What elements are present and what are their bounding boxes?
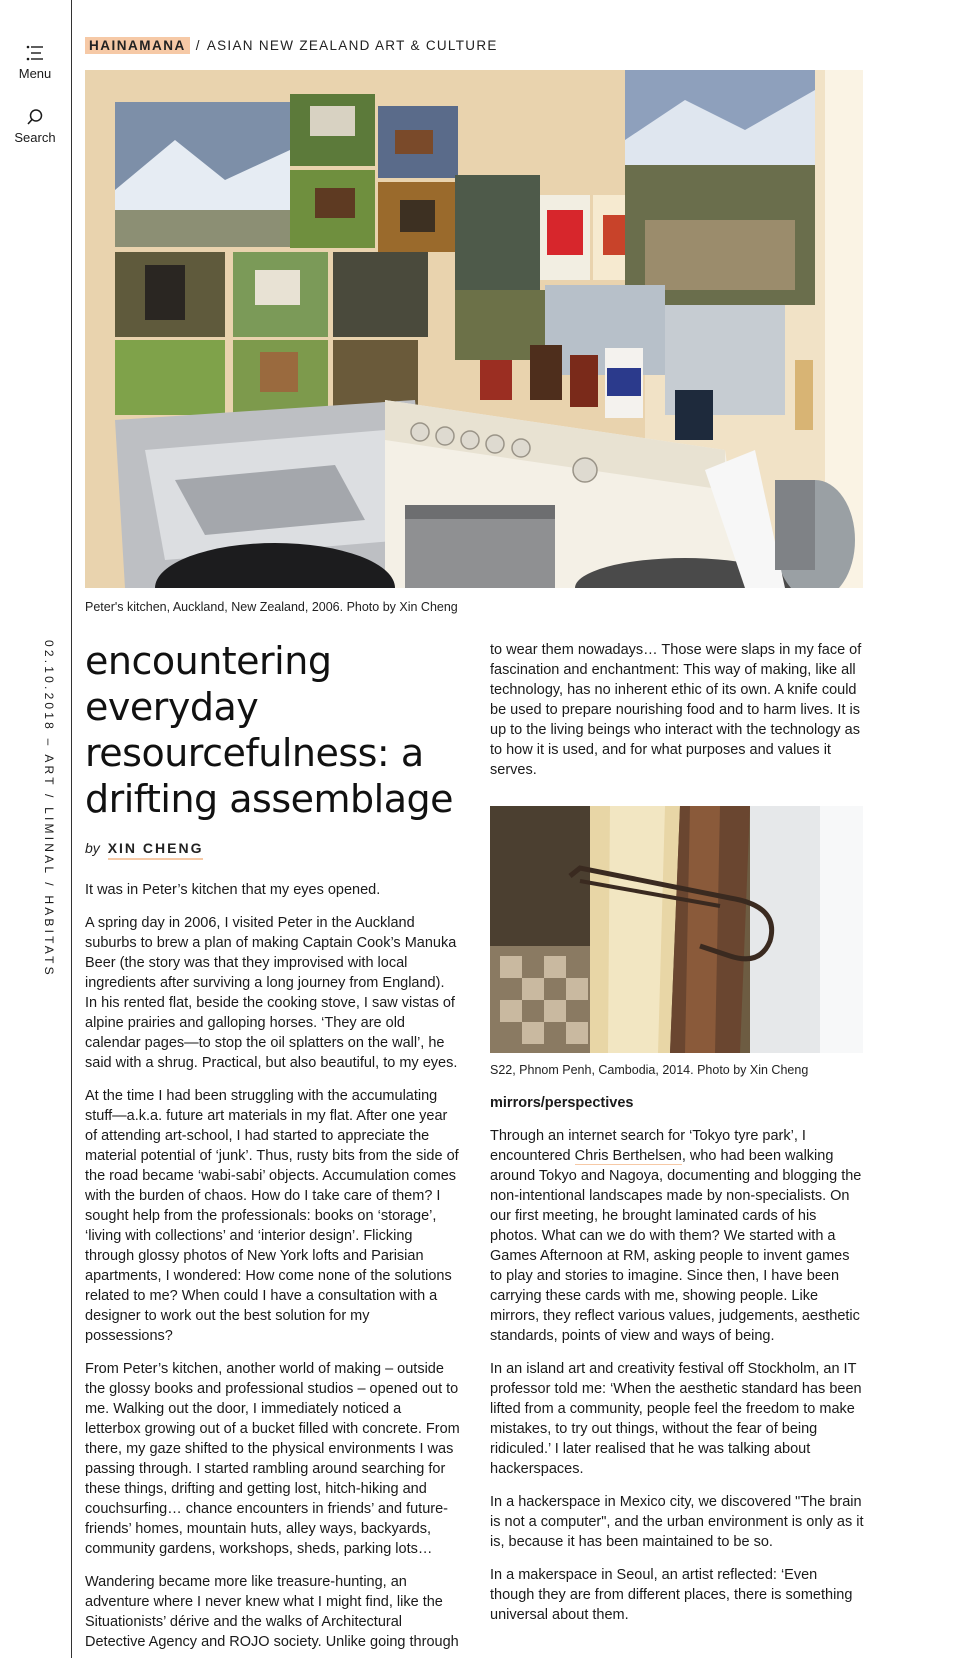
menu-button[interactable]	[0, 44, 70, 81]
article-title: encountering everyday resourcefulness: a drifting assemblage	[85, 639, 453, 821]
article-left-column	[85, 638, 460, 1665]
article-body-left	[85, 880, 460, 1652]
paragraph: At the time I had been struggling with the accumulating stuff—a.k.a. future art materials in my flat. After one year of attending art-school, I had started to appreciate the material potential of ‘junk’. Thus, rusty bits from the side of the road became ‘wabi-sabi’ objects. Accumulation comes with the burden of chaos. How do I take care of them? I sought help from the professionals: books on ‘storage’, ‘living with collections’ and ‘interior design’. Flicking through glossy photos of New York lofts and Parisian apartments, I wondered: How come none of the solutions related to me? When could I have a consultation with a designer to work out the best solution for my possessions?	[85, 1088, 459, 1344]
paragraph: In an island art and creativity festival off Stockholm, an IT professor told me: ‘When the aesthetic standard has been lifted from a community, people feel the freedom to make mistakes, to try out things, without the fear of being ridiculed.’ I later realised that he was talking about hackerspaces.	[490, 1361, 862, 1477]
byline-prefix: by	[85, 840, 100, 856]
chris-berthelsen-link[interactable]: Chris Berthelsen	[574, 1148, 682, 1164]
author-link[interactable]: XIN CHENG	[108, 840, 204, 860]
article-right-column-bottom	[490, 1093, 865, 1638]
paragraph: It was in Peter’s kitchen that my eyes opened.	[85, 882, 381, 898]
paragraph	[490, 1126, 865, 1346]
site-header	[85, 38, 498, 53]
hook-photo	[490, 806, 863, 1053]
search-button[interactable]	[0, 108, 70, 145]
site-section[interactable]: ASIAN NEW ZEALAND ART & CULTURE	[206, 38, 498, 53]
section-subheading: mirrors/perspectives	[490, 1095, 634, 1111]
paragraph: to wear them nowadays… Those were slaps in my face of fascination and enchantment: This way of making, like all technology, has no inherent ethic of its own. A knife could be used to prepare nourishing food and to harm lives. It is up to the living beings who interact with the technology as to how it is used, and for what purposes and values it serves.	[490, 642, 862, 778]
header-separator: /	[195, 38, 201, 53]
article-meta-vertical: 02.10.2018 – ART / LIMINAL / HABITATS	[42, 640, 56, 978]
paragraph: From Peter’s kitchen, another world of making – outside the glossy books and professional studios – opened out to me. Walking out the door, I immediately noticed a letterbox growing out of a bucket filled with concrete. From there, my gaze shifted to the physical environments I was passing through. I started rambling around searching for these things, drifting and getting lost, hitch-hiking and couchsurfing… chance encounters in friends’ and future-friends’ homes, mountain huts, alley ways, backyards, community gardens, workshops, sheds, parking lots…	[85, 1361, 460, 1557]
hero-illustration	[85, 70, 863, 588]
article-right-column-top	[490, 640, 865, 793]
site-brand[interactable]: HAINAMANA	[85, 37, 190, 54]
search-label: Search	[14, 130, 56, 145]
paragraph: Wandering became more like treasure-hunting, an adventure where I never knew what I might find, like the Situationists’ dérive and the walks of Architectural Detective Agency and ROJO society. Unlike going through	[85, 1574, 459, 1650]
hero-image	[85, 70, 863, 588]
search-icon	[26, 108, 44, 126]
menu-icon	[25, 44, 45, 62]
hook-photo-caption: S22, Phnom Penh, Cambodia, 2014. Photo by Xin Cheng	[490, 1063, 809, 1077]
paragraph-text: , who had been walking around Tokyo and Nagoya, documenting and blogging the non-intentional landscapes made by non-specialists. On our first meeting, he brought laminated cards of his photos. What can we do with them? We started with a Games Afternoon at RM, asking people to invent games to play and stories to imagine. Since then, I have been carrying these cards with me, showing people. Like mirrors, they reflect various values, judgements, aesthetic standards, points of view and ways of being.	[490, 1148, 862, 1344]
paragraph: A spring day in 2006, I visited Peter in the Auckland suburbs to brew a plan of making Captain Cook’s Manuka Beer (the story was that they improvised with local ingredients after surviving a long journey from England). In his rented flat, beside the cooking stove, I saw vistas of alpine prairies and galloping horses. ‘They are old calendar pages—to stop the oil splatters on the wall’, he said with a shrug. Practical, but also beautiful, to my eyes.	[85, 915, 458, 1071]
byline	[85, 840, 460, 856]
paragraph: In a hackerspace in Mexico city, we discovered "The brain is not a computer", and the urban environment is only as it is, because it has been maintained to be so.	[490, 1494, 864, 1550]
hero-caption: Peter's kitchen, Auckland, New Zealand, 2006. Photo by Xin Cheng	[85, 600, 458, 614]
paragraph: In a makerspace in Seoul, an artist reflected: ‘Even though they are from different places, there is something universal about them.	[490, 1567, 853, 1623]
sidebar	[0, 0, 72, 1658]
hook-illustration	[490, 806, 863, 1053]
paragraph-text: Through an internet search for ‘Tokyo tyre park’, I encountered	[490, 1128, 806, 1164]
menu-label: Menu	[18, 66, 52, 81]
